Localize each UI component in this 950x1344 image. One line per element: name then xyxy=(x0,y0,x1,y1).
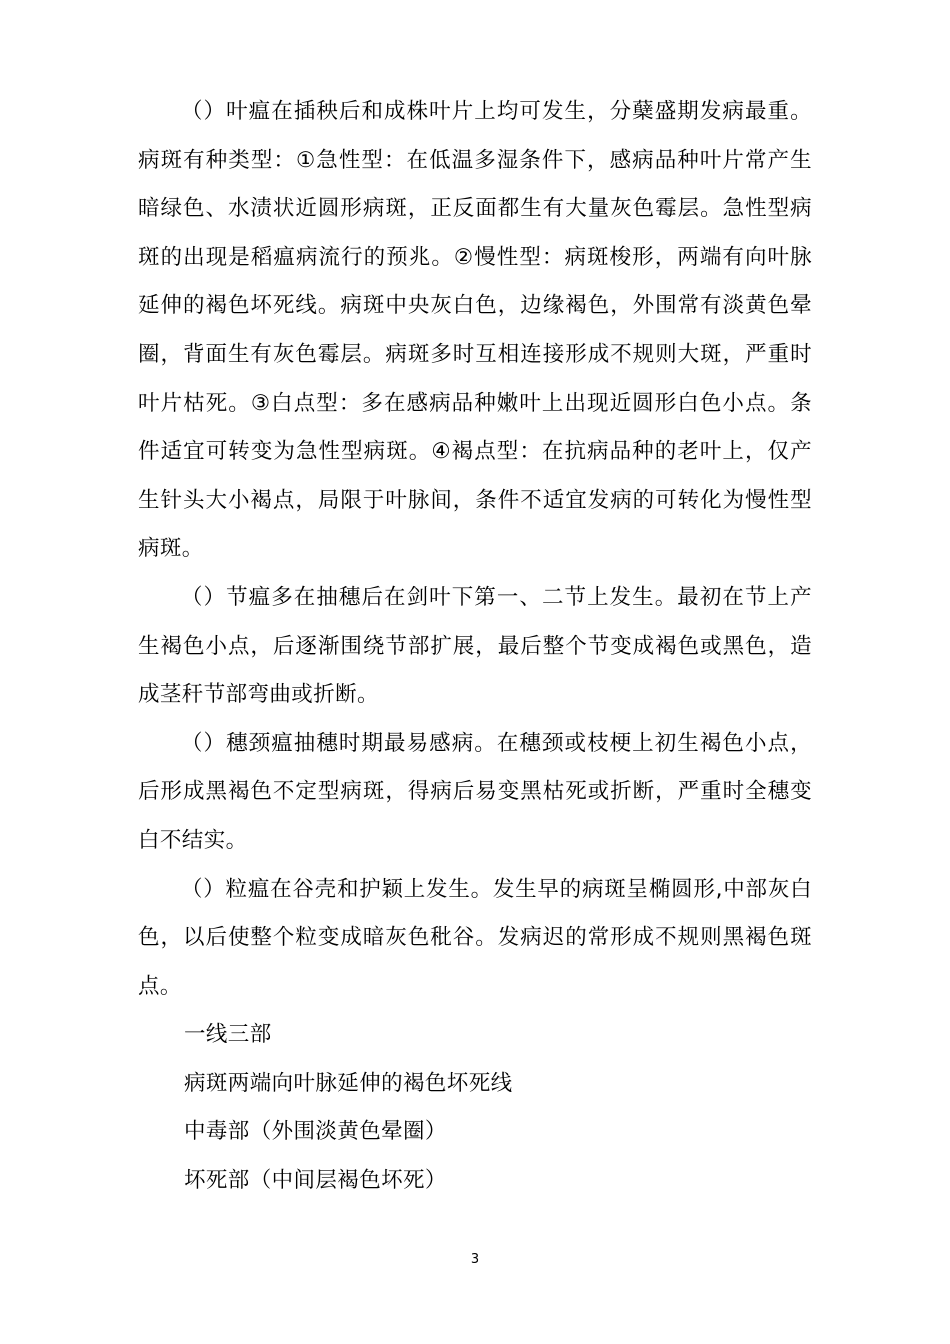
line-item-one-line-three-parts: 一线三部 xyxy=(184,1022,272,1048)
page-number: 3 xyxy=(470,1252,480,1267)
line-item-necrotic-zone: 坏死部（中间层褐色坏死） xyxy=(184,1168,447,1194)
document-body xyxy=(138,88,812,1206)
line-item-toxic-zone: 中毒部（外围淡黄色晕圈） xyxy=(184,1119,447,1145)
paragraph-node-blast: （）节瘟多在抽穗后在剑叶下第一、二节上发生。最初在节上产生褐色小点，后逐渐围绕节部扩展，最后整个节变成褐色或黑色，造成茎秆节部弯曲或折断。 xyxy=(138,584,812,708)
paragraph-leaf-blast: （）叶瘟在插秧后和成株叶片上均可发生，分蘖盛期发病最重。病斑有种类型：①急性型：在低温多湿条件下，感病品种叶片常产生暗绿色、水渍状近圆形病斑，正反面都生有大量灰色霉层。急性型病斑的出现是稻瘟病流行的预兆。②慢性型：病斑梭形，两端有向叶脉延伸的褐色坏死线。病斑中央灰白色，边缘褐色，外围常有淡黄色晕圈，背面生有灰色霉层。病斑多时互相连接形成不规则大斑，严重时叶片枯死。③白点型：多在感病品种嫩叶上出现近圆形白色小点。条件适宜可转变为急性型病斑。④褐点型：在抗病品种的老叶上，仅产生针头大小褐点，局限于叶脉间，条件不适宜发病的可转化为慢性型病斑。 xyxy=(138,99,812,562)
line-item-necrotic-line: 病斑两端向叶脉延伸的褐色坏死线 xyxy=(184,1070,513,1096)
paragraph-grain-blast: （）粒瘟在谷壳和护颖上发生。发生早的病斑呈椭圆形,中部灰白色，以后使整个粒变成暗灰色秕谷。发病迟的常形成不规则黑褐色斑点。 xyxy=(138,876,812,999)
paragraph-neck-blast: （）穗颈瘟抽穗时期最易感病。在穗颈或枝梗上初生褐色小点，后形成黑褐色不定型病斑，得病后易变黑枯死或折断，严重时全穗变白不结实。 xyxy=(138,730,812,853)
